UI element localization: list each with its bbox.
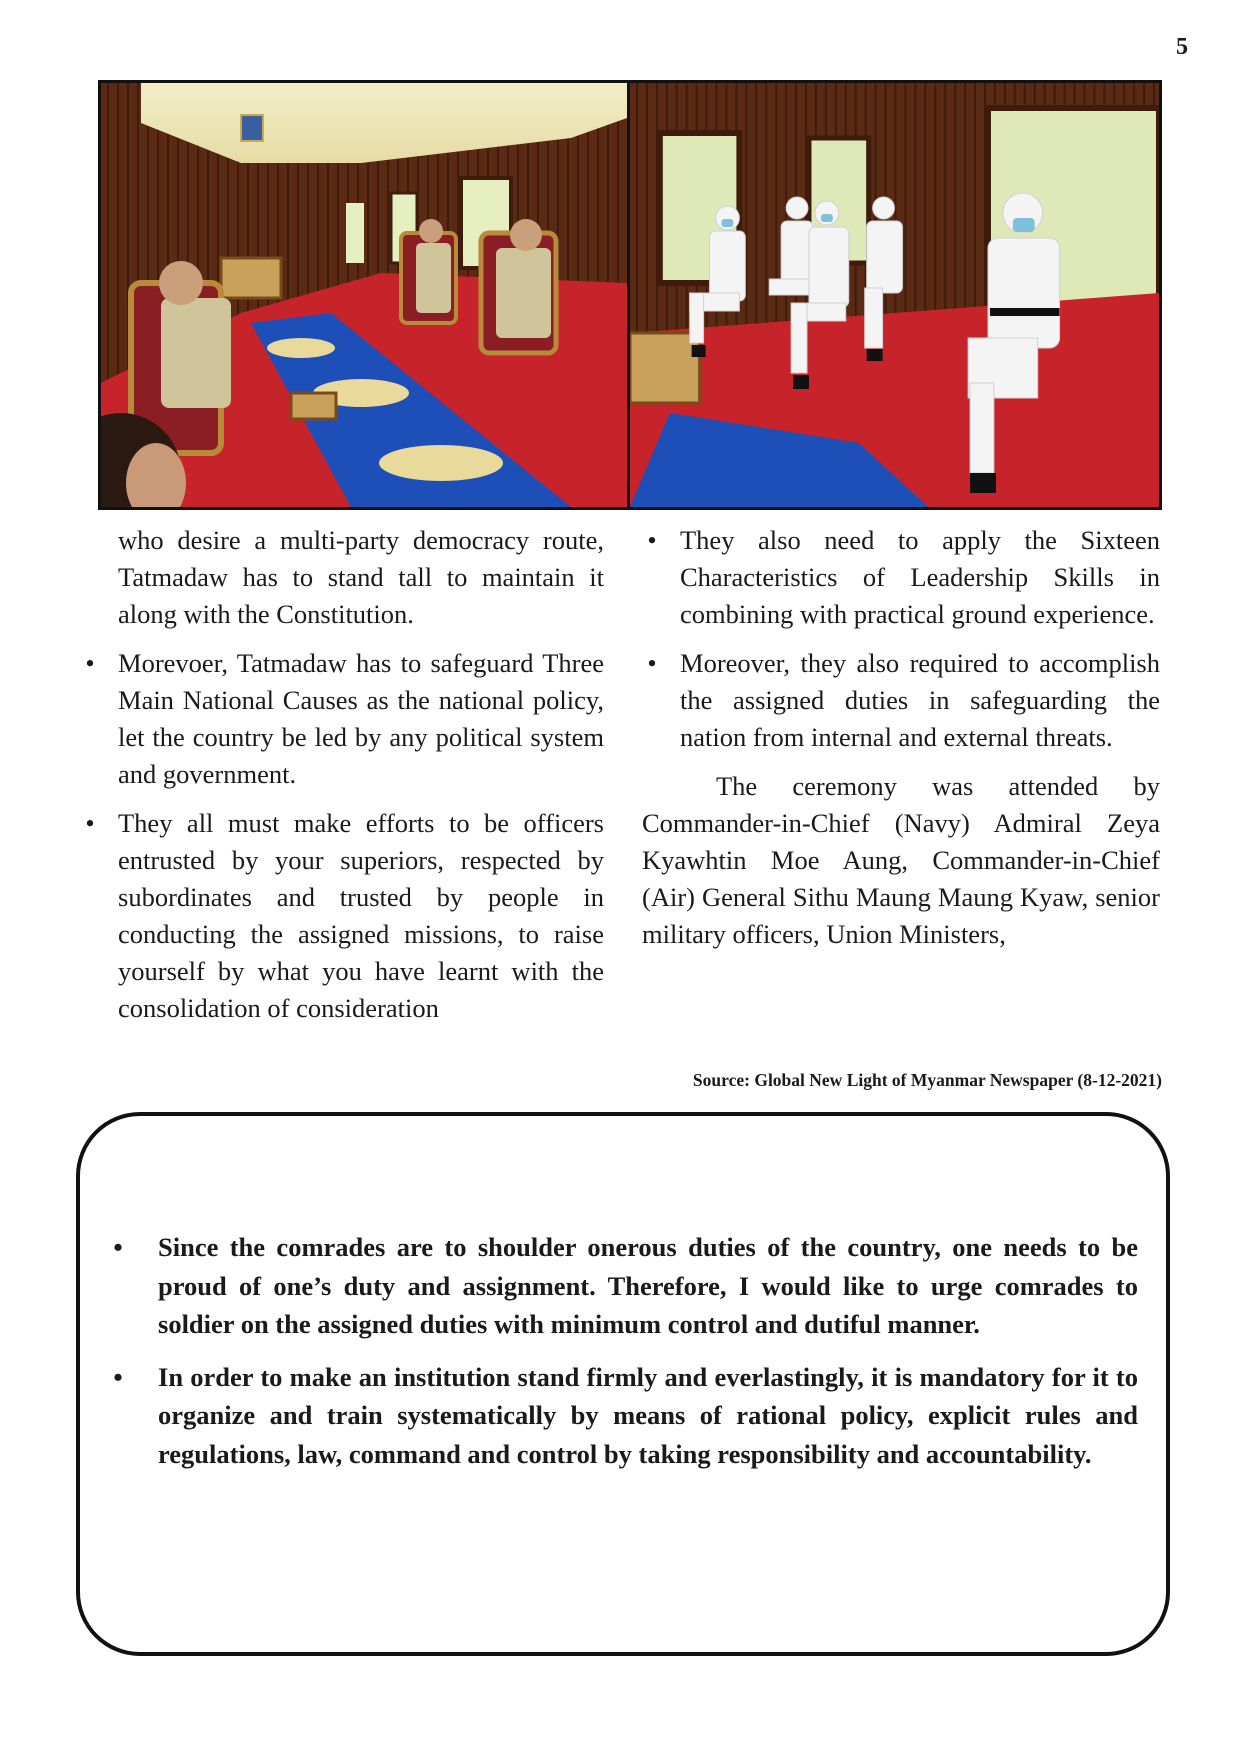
bullet-glyph: • bbox=[647, 525, 657, 555]
callout-box bbox=[76, 1112, 1170, 1656]
callout-item bbox=[108, 1228, 1138, 1344]
bullet-text: Moreover, they also required to accomplish the assigned duties in safeguarding the nation from internal and external threats. bbox=[680, 648, 1160, 752]
callout-item bbox=[108, 1358, 1138, 1474]
callout-list bbox=[108, 1228, 1138, 1487]
cadets-illustration bbox=[630, 83, 1159, 507]
list-item bbox=[642, 645, 1160, 756]
bullet-text: They all must make efforts to be officers entrusted by your superiors, respected by subordinates and trusted by people in conducting the assigned missions, to raise yourself by what you have learnt with the consolidation of consideration bbox=[118, 808, 604, 1023]
bullet-glyph: • bbox=[113, 1361, 123, 1392]
left-text-column bbox=[85, 522, 604, 1039]
right-text-column bbox=[642, 522, 1160, 965]
list-item bbox=[80, 805, 604, 1027]
bullet-text: They also need to apply the Sixteen Characteristics of Leadership Skills in combining with practical ground experience. bbox=[680, 525, 1160, 629]
callout-text: In order to make an institution stand firmly and everlastingly, it is mandatory for it to organize and train systematically by means of rational policy, explicit rules and regulations, law, command and control by taking responsibility and accountability. bbox=[158, 1361, 1138, 1469]
page-number: 5 bbox=[1176, 34, 1188, 60]
bullet-glyph: • bbox=[85, 648, 95, 678]
photo-strip bbox=[98, 80, 1162, 510]
list-item bbox=[642, 522, 1160, 633]
bullet-glyph: • bbox=[85, 808, 95, 838]
cadets-photo bbox=[630, 83, 1159, 507]
bullet-glyph: • bbox=[113, 1232, 123, 1262]
callout-text: Since the comrades are to shoulder onerous duties of the country, one needs to be proud of one’s duty and assignment. Therefore, I would like to urge comrades to soldier on the assigned duties with minimum control and dutiful manner. bbox=[158, 1232, 1138, 1339]
meeting-room-illustration bbox=[101, 83, 627, 507]
bullet-glyph: • bbox=[647, 648, 657, 678]
bullet-text: Morevoer, Tatmadaw has to safeguard Three Main National Causes as the national policy, let the country be led by any political system and government. bbox=[118, 648, 604, 789]
source-citation: Source: Global New Light of Myanmar Newspaper (8-12-2021) bbox=[692, 1070, 1162, 1090]
continuation-paragraph: who desire a multi-party democracy route, Tatmadaw has to stand tall to maintain it along with the Constitution. bbox=[118, 525, 604, 629]
list-item bbox=[80, 645, 604, 793]
ceremony-paragraph: The ceremony was attended by Commander-in-Chief (Navy) Admiral Zeya Kyawhtin Moe Aung, Commander-in-Chief (Air) General Sithu Maung Maung Kyaw, senior military officers, Union Ministers, bbox=[642, 771, 1160, 949]
meeting-room-photo bbox=[101, 83, 630, 507]
